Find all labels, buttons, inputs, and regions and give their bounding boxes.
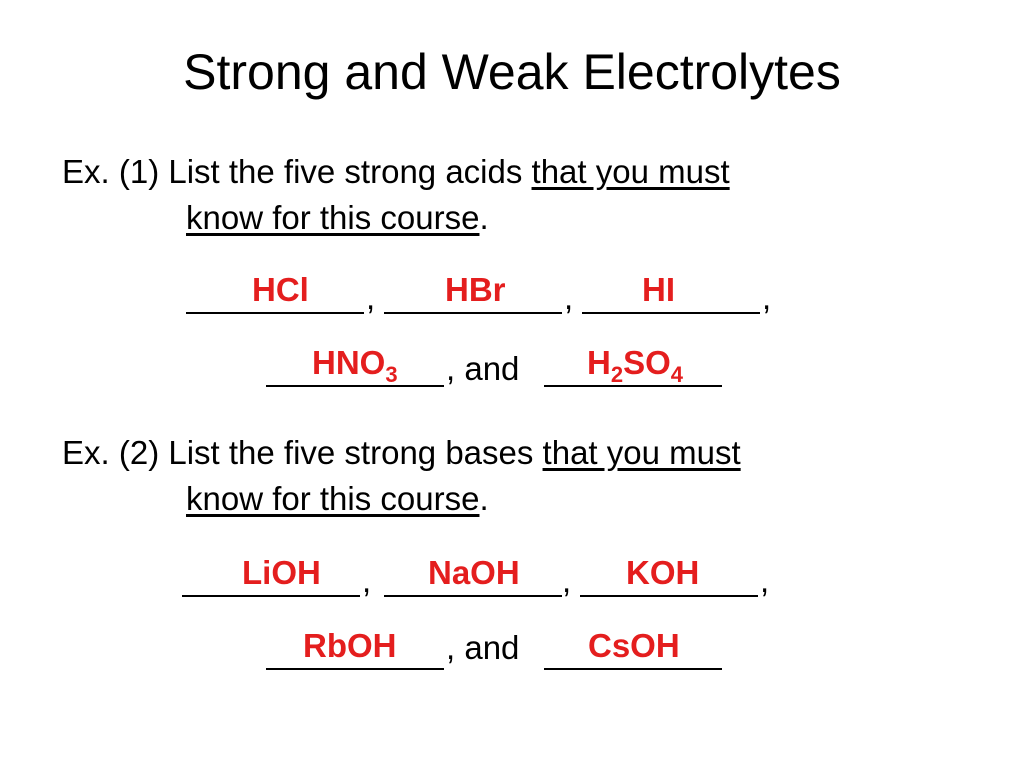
ex2-underlined-a: that you must — [542, 434, 741, 471]
ex2-answer-4: RbOH — [303, 627, 397, 664]
comma: , — [366, 279, 376, 316]
and-text: , and — [446, 350, 520, 387]
ex2-answer-2: NaOH — [428, 554, 520, 591]
ex1-answer-1: HCl — [252, 271, 309, 308]
ex1-answer-4: $HNO_3$ — [312, 344, 398, 387]
ex1-prompt-line2 — [186, 198, 489, 238]
comma: , — [562, 562, 572, 599]
ex1-period: . — [479, 199, 489, 236]
ex2-underlined-b: know for this course — [186, 480, 480, 517]
ex1-prefix: Ex. (1) List the five strong acids — [62, 153, 532, 190]
ex2-period: . — [479, 480, 489, 517]
slide-title: Strong and Weak Electrolytes — [183, 44, 841, 100]
ex1-answer-3: HI — [642, 271, 675, 308]
ex2-prefix: Ex. (2) List the five strong bases — [62, 434, 543, 471]
and-text: , and — [446, 629, 520, 666]
ex1-underlined-a: that you must — [531, 153, 730, 190]
ex2-prompt-line1 — [62, 433, 741, 473]
ex1-answer-5: $H_2SO_4$ — [587, 344, 684, 387]
ex1-answer-2: HBr — [445, 271, 506, 308]
comma: , — [362, 562, 372, 599]
comma: , — [762, 279, 772, 316]
ex2-answer-3: KOH — [626, 554, 700, 591]
ex2-prompt-line2 — [186, 479, 489, 519]
comma: , — [564, 279, 574, 316]
ex2-answer-5: CsOH — [588, 627, 680, 664]
ex2-answer-1: LiOH — [242, 554, 321, 591]
ex1-underlined-b: know for this course — [186, 199, 480, 236]
ex1-prompt-line1 — [62, 152, 730, 192]
comma: , — [760, 562, 770, 599]
